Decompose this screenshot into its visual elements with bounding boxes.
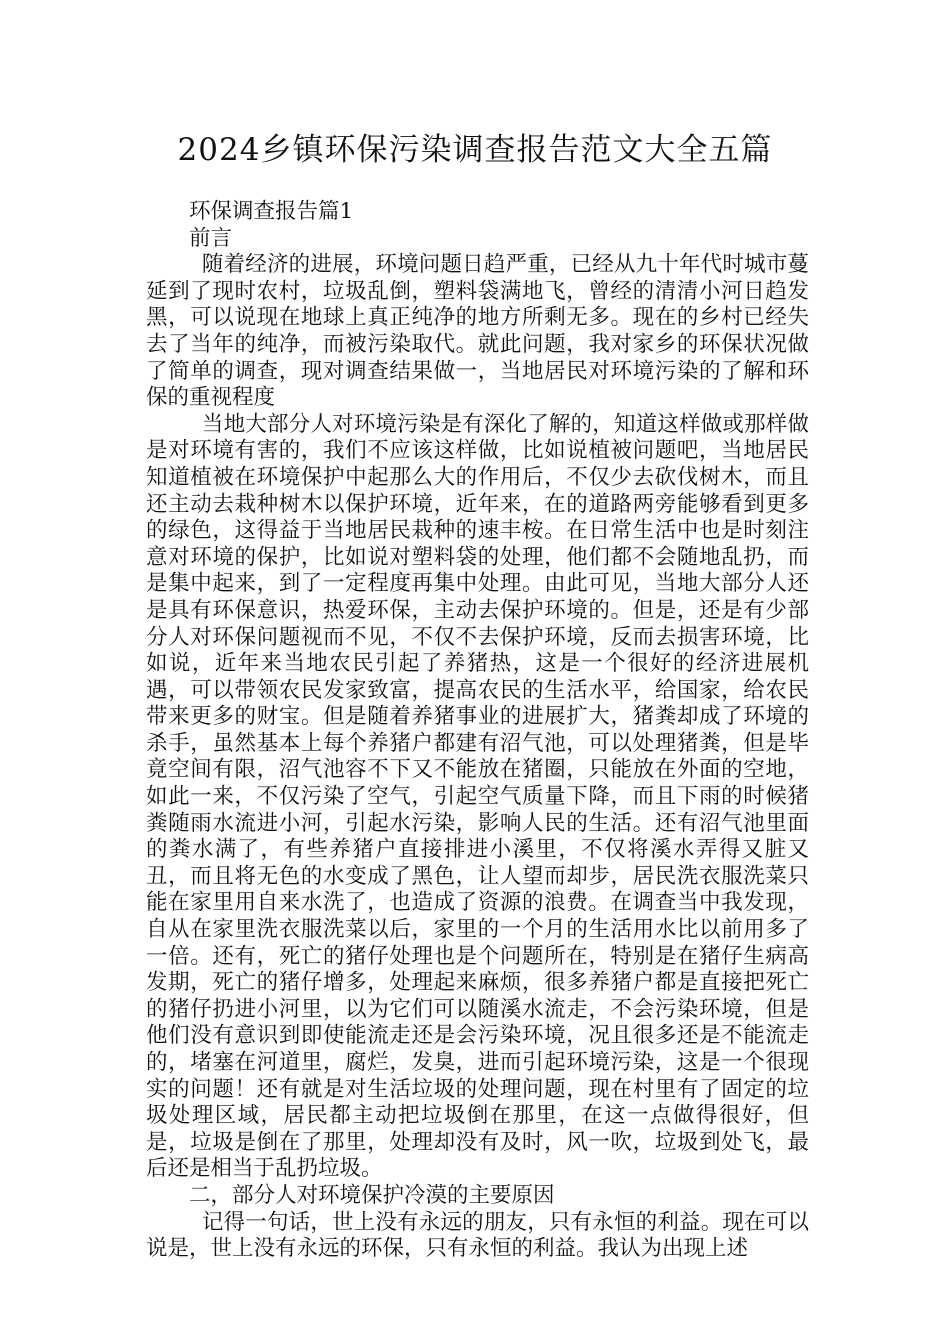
document-body (146, 199, 809, 1263)
body-paragraph: 当地大部分人对环境污染是有深化了解的，知道这样做或那样做是对环境有害的，我们不应该这样做，比如说植被问题吧，当地居民知道植被在环境保护中起那么大的作用后，不仅少去砍伐树木，而且还主动去栽种树木以保护环境，近年来，在的道路两旁能够看到更多的绿色，这得益于当地居民栽种的速丰桉。在日常生活中也是时刻注意对环境的保护，比如说对塑料袋的处理，他们都不会随地乱扔，而是集中起来，到了一定程度再集中处理。由此可见，当地大部分人还是具有环保意识，热爱环保，主动去保护环境的。但是，还是有少部分人对环保问题视而不见，不仅不去保护环境，反而去损害环境，比如说，近年来当地农民引起了养猪热，这是一个很好的经济进展机遇，可以带领农民发家致富，提高农民的生活水平，给国家，给农民带来更多的财宝。但是随着养猪事业的进展扩大，猪粪却成了环境的杀手，虽然基本上每个养猪户都建有沼气池，可以处理猪粪，但是毕竟空间有限，沼气池容不下又不能放在猪圈，只能放在外面的空地，如此一来，不仅污染了空气，引起空气质量下降，而且下雨的时候猪粪随雨水流进小河，引起水污染，影响人民的生活。还有沼气池里面的粪水满了，有些养猪户直接排进小溪里，不仅将溪水弄得又脏又丑，而且将无色的水变成了黑色，让人望而却步，居民洗衣服洗菜只能在家里用自来水洗了，也造成了资源的浪费。在调查当中我发现，自从在家里洗衣服洗菜以后，家里的一个月的生活用水比以前用多了一倍。还有，死亡的猪仔处理也是个问题所在，特别是在猪仔生病高发期，死亡的猪仔增多，处理起来麻烦，很多养猪户都是直接把死亡的猪仔扔进小河里，以为它们可以随溪水流走，不会污染环境，但是他们没有意识到即使能流走还是会污染环境，况且很多还是不能流走的，堵塞在河道里，腐烂，发臭，进而引起环境污染，这是一个很现实的问题！还有就是对生活垃圾的处理问题，现在村里有了固定的垃圾处理区域，居民都主动把垃圾倒在那里，在这一点做得很好，但是，垃圾是倒在了那里，处理却没有及时，风一吹，垃圾到处飞，最后还是相当于乱扔垃圾。 (146, 411, 809, 1182)
document-title: 2024乡镇环保污染调查报告范文大全五篇 (177, 132, 773, 168)
section-heading: 环保调查报告篇1 (189, 199, 354, 224)
preface-heading: 前言 (189, 225, 233, 251)
body-paragraph: 随着经济的进展，环境问题日趋严重，已经从九十年代时城市蔓延到了现时农村，垃圾乱倒，塑料袋满地飞，曾经的清清小河日趋发黑，可以说现在地球上真正纯净的地方所剩无多。现在的乡村已经失去了当年的纯净，而被污染取代。就此问题，我对家乡的环保状况做了简单的调查，现对调查结果做一，当地居民对环境污染的了解和环保的重视程度 (146, 252, 809, 411)
body-paragraph: 记得一句话，世上没有永远的朋友，只有永恒的利益。现在可以说是，世上没有永远的环保，只有永恒的利益。我认为出现上述 (146, 1209, 809, 1262)
subsection-heading: 二，部分人对环境保护冷漠的主要原因 (189, 1182, 555, 1208)
